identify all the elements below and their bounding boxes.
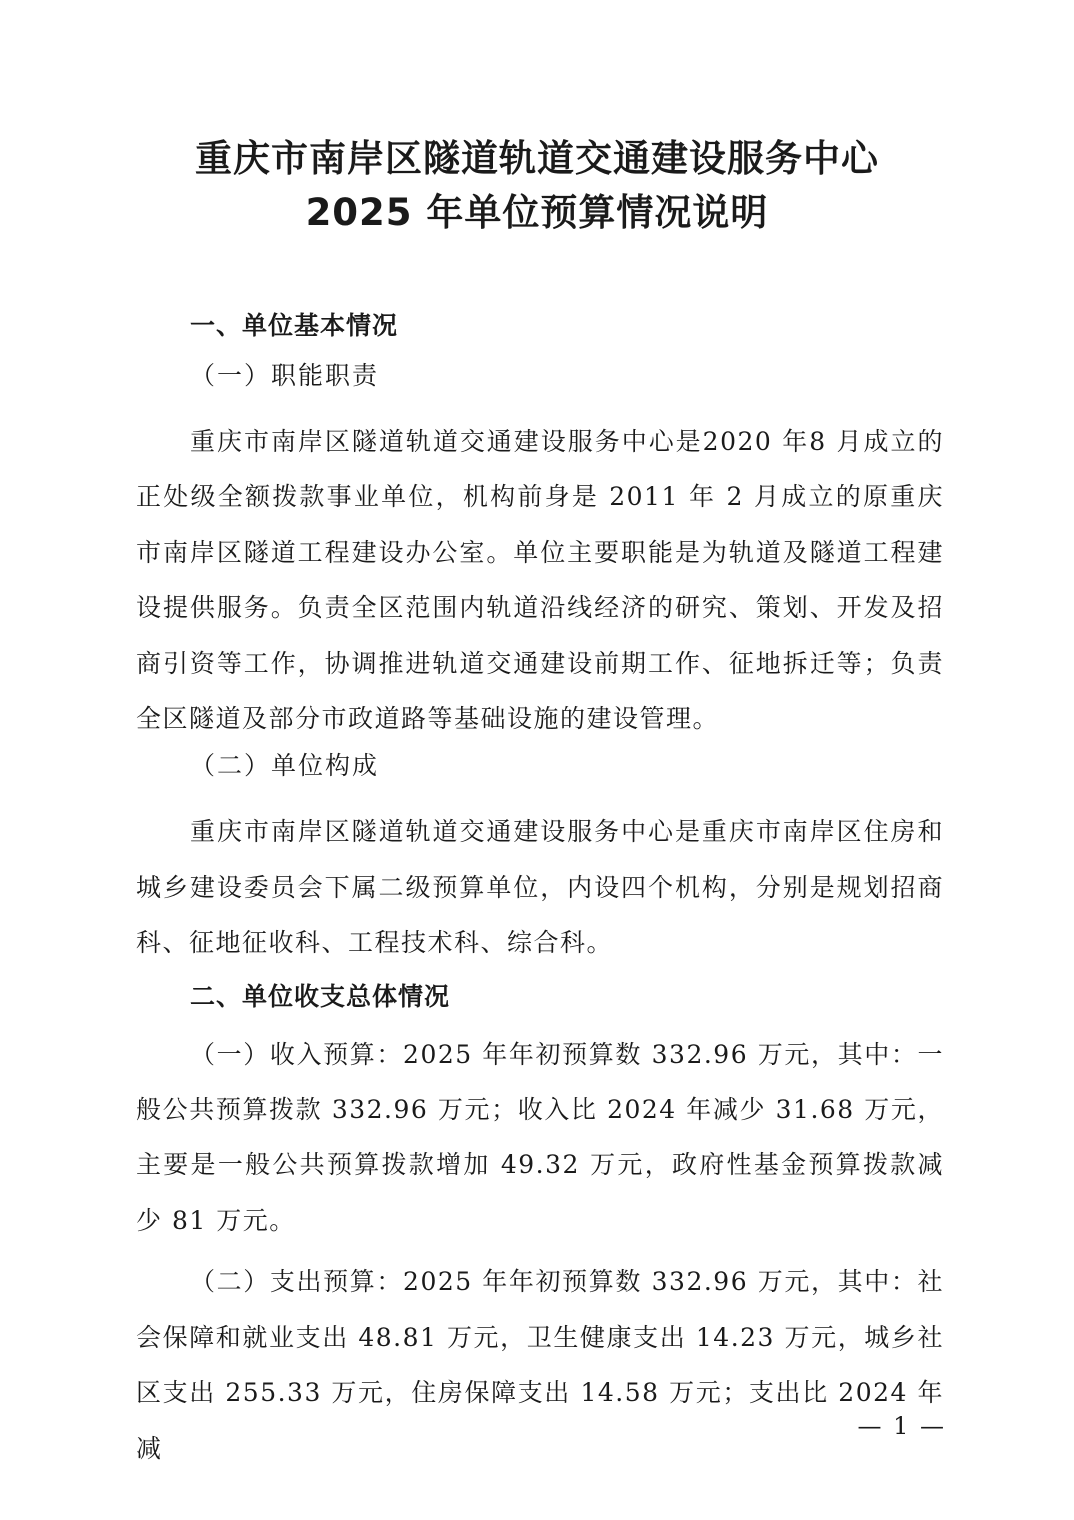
- section-2-heading: 二、单位收支总体情况: [190, 981, 451, 1011]
- income-budget-paragraph: （一）收入预算：2025 年年初预算数 332.96 万元，其中：一般公共预算拨款 332.96 万元；收入比 2024 年减少 31.68 万元，主要是一般公共预算拨款增加 49.32 万元，政府性基金预算拨款减少 81 万元。: [136, 1039, 944, 1235]
- section-1-sub-2-heading: （二）单位构成: [190, 751, 380, 781]
- expense-budget-paragraph: （二）支出预算：2025 年年初预算数 332.96 万元，其中：社会保障和就业支出 48.81 万元，卫生健康支出 14.23 万元，城乡社区支出 255.33 万元，住房保障支出 14.58 万元；支出比 2024 年减: [136, 1267, 944, 1463]
- section-1-sub-2-paragraph: 重庆市南岸区隧道轨道交通建设服务中心是重庆市南岸区住房和城乡建设委员会下属二级预算单位，内设四个机构，分别是规划招商科、征地征收科、工程技术科、综合科。: [136, 817, 944, 958]
- section-1-heading: 一、单位基本情况: [190, 311, 399, 340]
- document-title-line-1: 重庆市南岸区隧道轨道交通建设服务中心: [195, 137, 879, 180]
- section-1-sub-1-paragraph: 重庆市南岸区隧道轨道交通建设服务中心是2020 年8 月成立的正处级全额拨款事业单位，机构前身是 2011 年 2 月成立的原重庆市南岸区隧道工程建设办公室。单位主要职能是为轨道及隧道工程建设提供服务。负责全区范围内轨道沿线经济的研究、策划、开发及招商引资等工作，协调推进轨道交通建设前期工作、征地拆迁等；负责全区隧道及部分市政道路等基础设施的建设管理。: [136, 427, 944, 734]
- section-1-sub-1-heading: （一）职能职责: [190, 361, 380, 390]
- document-title-line-2: 2025 年单位预算情况说明: [305, 191, 769, 234]
- page-number: — 1 —: [857, 1412, 946, 1440]
- document-body: [136, 306, 944, 1476]
